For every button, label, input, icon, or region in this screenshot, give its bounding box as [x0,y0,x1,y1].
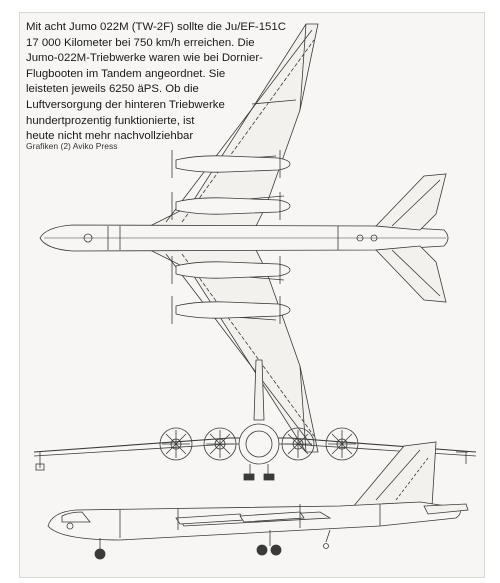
front-propeller-right-inner [282,428,314,460]
caption-line: 17 000 Kilometer bei 750 km/h erreichen. Die [26,36,255,49]
caption-line: hundertprozentig funktionierte, ist [26,114,195,127]
front-propeller-left-outer [160,428,192,460]
front-fuselage [239,424,279,464]
horizontal-tail-lower [376,246,446,302]
side-fin [352,442,436,508]
front-propeller-right-outer [326,428,358,460]
front-propeller-left-inner [204,428,236,460]
caption-line: Mit acht Jumo 022M (TW-2F) sollte die Ju/EF-151C [26,21,286,33]
caption-line: heute nicht mehr nachvollziehbar [26,130,194,143]
horizontal-tail-upper [376,174,446,230]
lower-wing [150,250,318,452]
caption-line: leisteten jeweils 6250 äPS. Ob die [26,83,199,96]
caption-line: Flugbooten im Tandem angeordnet. Sie [26,67,226,80]
caption-line: Luftversorgung der hinteren Triebwerke [26,98,225,111]
figure-caption [26,20,286,145]
front-fin [254,360,264,420]
caption-line: Jumo-022M-Triebwerke waren wie bei Dornier- [26,52,263,65]
image-credit: Grafiken (2) Aviko Press [26,141,118,151]
